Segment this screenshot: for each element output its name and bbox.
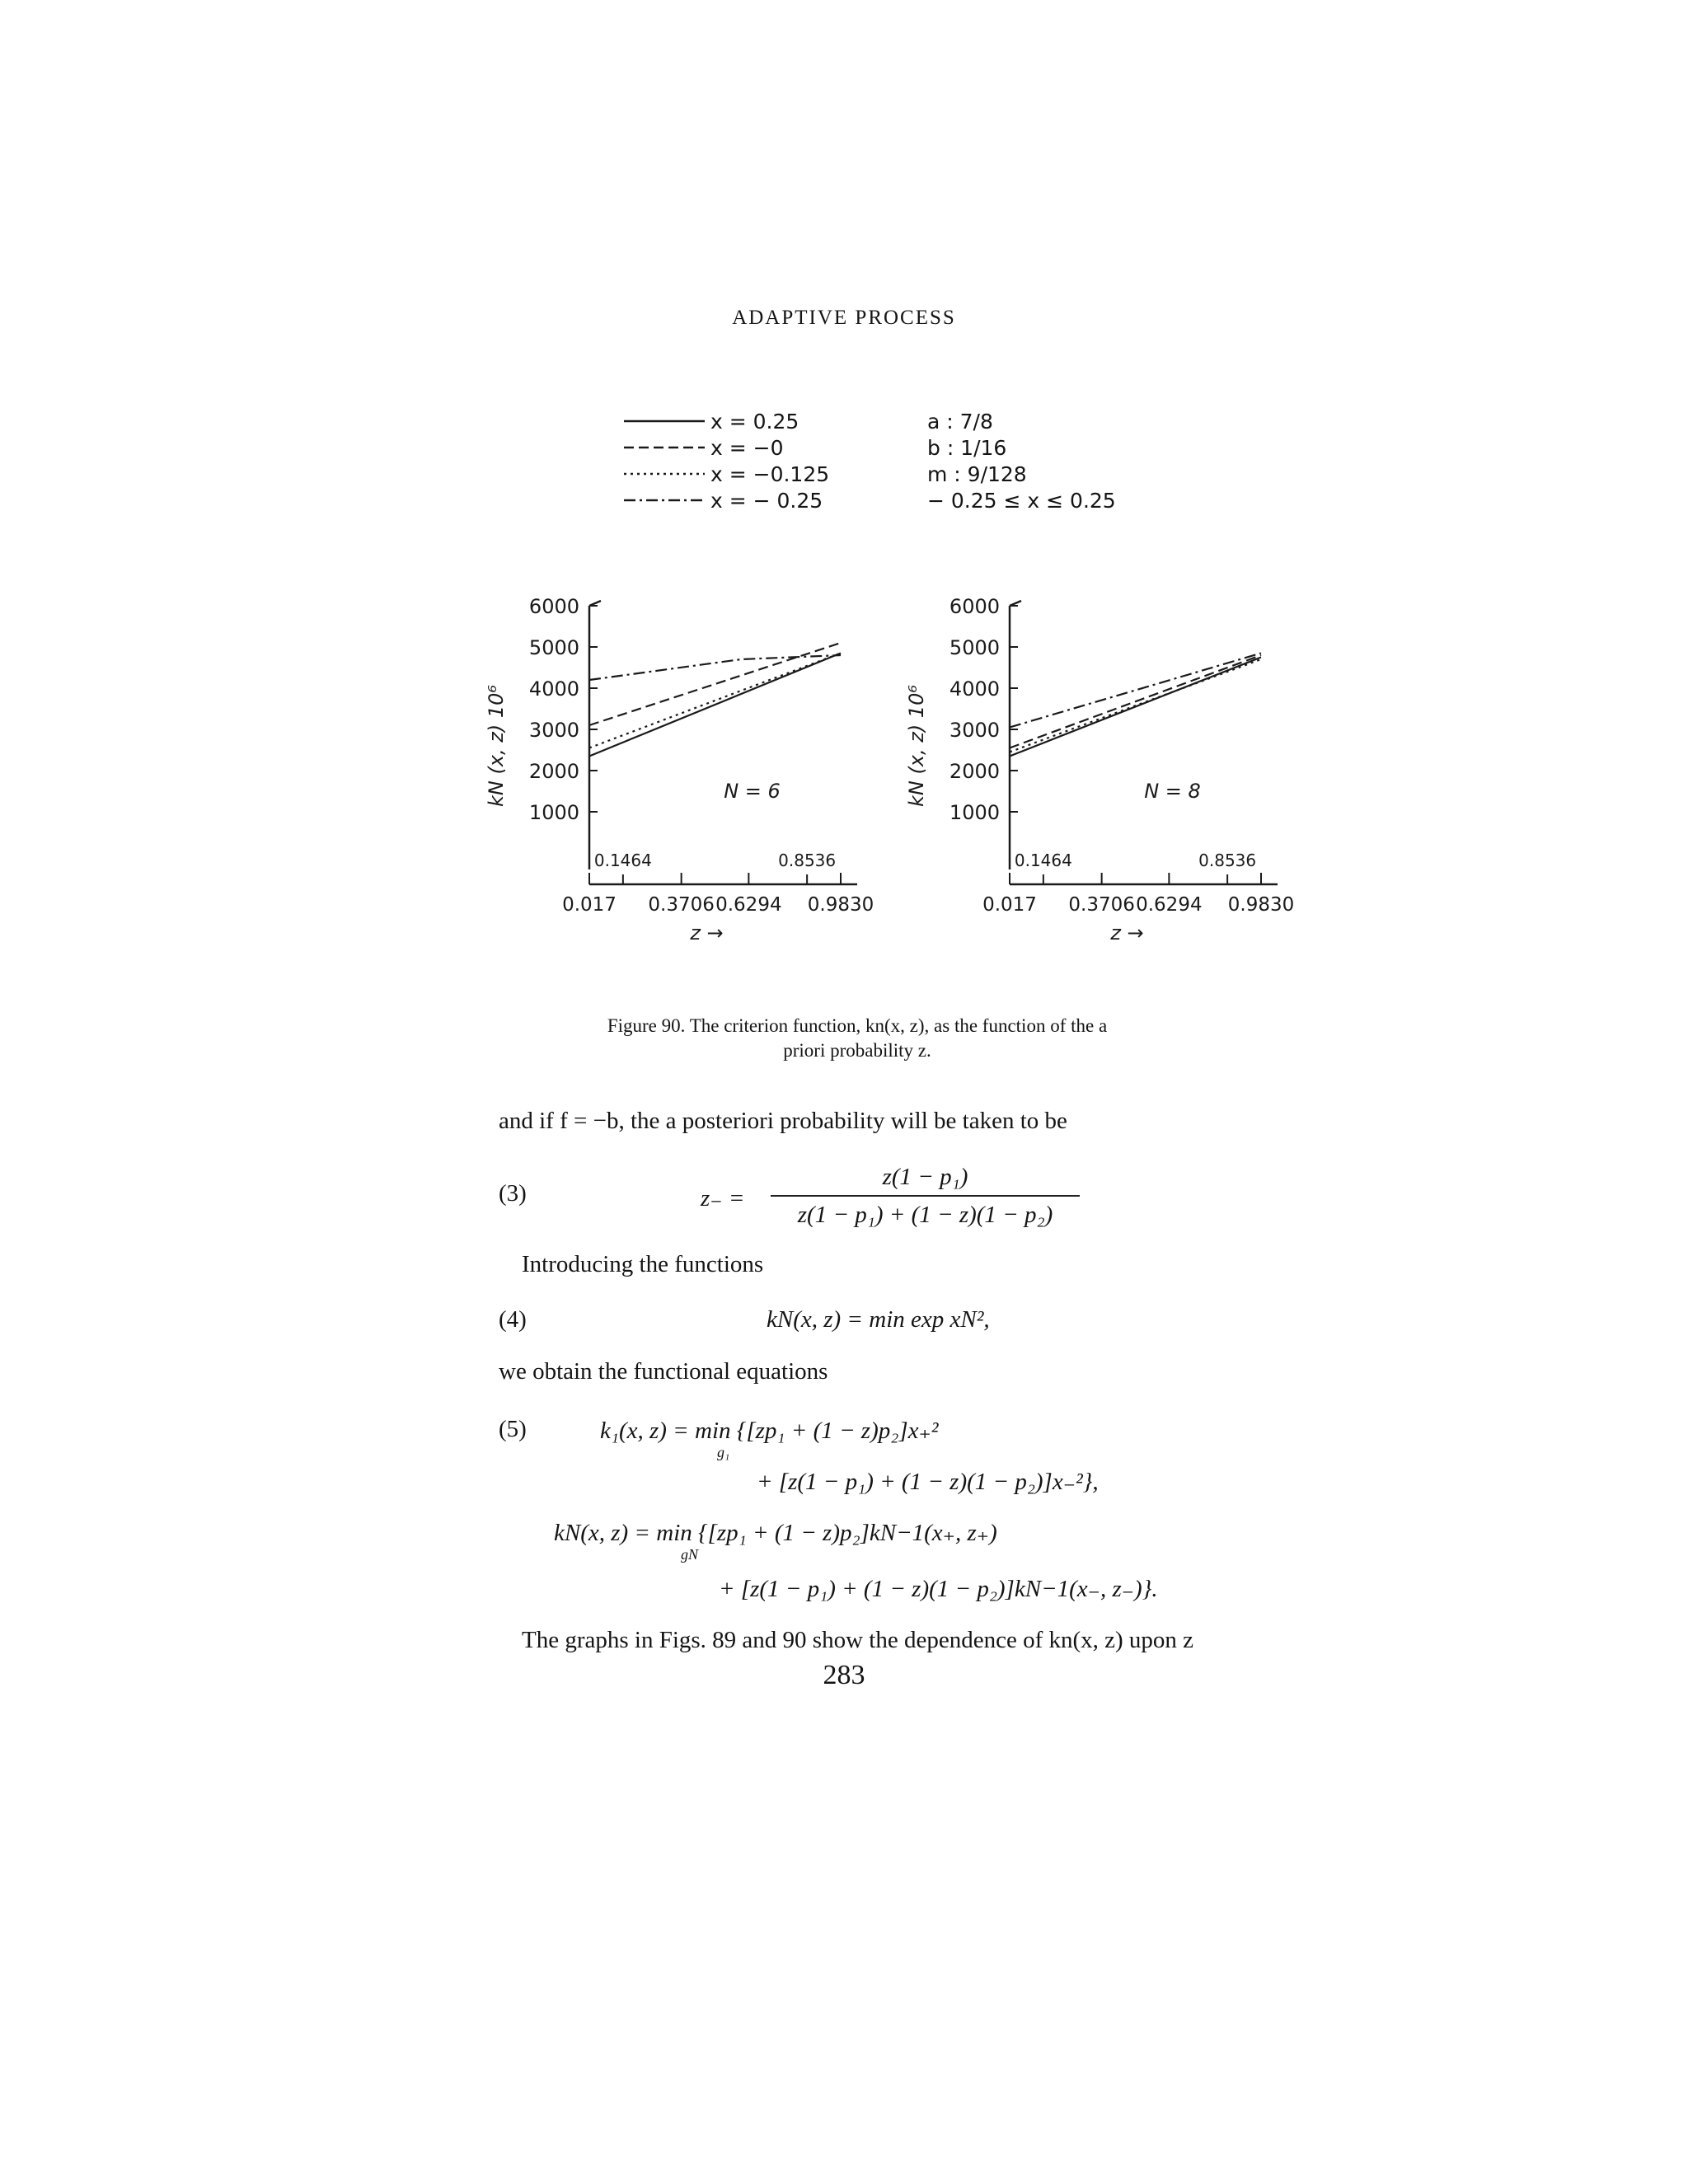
- eq3-denominator: z(1 − p₁) + (1 − z)(1 − p₂): [797, 1202, 1053, 1228]
- y-tick-label: 1000: [949, 801, 1000, 824]
- x-tick-label-top: 0.8536: [1198, 851, 1257, 870]
- y-tick-label: 4000: [949, 677, 1000, 701]
- paragraph-3: we obtain the functional equations: [499, 1358, 828, 1385]
- y-tick-label: 5000: [528, 636, 579, 659]
- running-head: ADAPTIVE PROCESS: [732, 307, 956, 329]
- eq5-number: (5): [499, 1416, 527, 1442]
- paragraph-2: Introducing the functions: [522, 1251, 764, 1277]
- series-line-dotted: [589, 654, 841, 748]
- y-tick-label: 4000: [528, 677, 579, 701]
- y-tick-label: 6000: [949, 595, 1000, 618]
- paragraph-1: and if f = −b, the a posteriori probability will be taken to be: [499, 1108, 1067, 1134]
- param-x-range: − 0.25 ≤ x ≤ 0.25: [927, 489, 1116, 513]
- x-axis-label: z →: [1110, 921, 1144, 944]
- eq5-min-sub-1: g₁: [717, 1444, 730, 1460]
- x-tick-label-bottom: 0.3706: [1068, 894, 1135, 916]
- eq3-numerator: z(1 − p₁): [882, 1164, 968, 1190]
- y-tick-label: 1000: [528, 801, 579, 824]
- caption-line-2: priori probability z.: [783, 1040, 931, 1061]
- param-a: a : 7/8: [927, 410, 993, 434]
- eq5-line-4: + [z(1 − p₁) + (1 − z)(1 − p₂)]kN−1(x₋, z₋)}.: [719, 1576, 1158, 1602]
- param-b: b : 1/16: [927, 436, 1007, 460]
- x-tick-label-bottom: 0.9830: [1227, 894, 1295, 916]
- eq5-min-sub-2: gN: [681, 1546, 699, 1563]
- series-line-dashed: [1010, 655, 1261, 748]
- eq3-fraction-bar: [771, 1195, 1080, 1197]
- eq5-line-3: kN(x, z) = min {[zp₁ + (1 − z)p₂]kN−1(x₊, z₊): [554, 1520, 997, 1546]
- series-line-dashed: [589, 643, 841, 725]
- caption-line-1: Figure 90. The criterion function, kn(x, z), as the function of the a: [607, 1015, 1108, 1036]
- y-tick-label: 3000: [949, 719, 1000, 742]
- eq3-number: (3): [499, 1180, 527, 1207]
- chart-annotation: N = 6: [724, 780, 781, 803]
- x-tick-label-top: 0.1464: [1014, 851, 1072, 870]
- chart-n6: [470, 585, 915, 972]
- x-axis-label: z →: [690, 921, 724, 944]
- legend-label-dotted: x = −0.125: [710, 462, 830, 486]
- x-tick-label-bottom: 0.3706: [648, 894, 715, 916]
- param-m: m : 9/128: [927, 462, 1027, 486]
- series-line-dotted: [1010, 659, 1261, 752]
- series-line-dashdot: [589, 655, 841, 680]
- y-tick-label: 2000: [528, 760, 579, 783]
- series-line-solid: [589, 654, 841, 757]
- eq5-line-2: + [z(1 − p₁) + (1 − z)(1 − p₂)]x₋²},: [757, 1469, 1099, 1495]
- eq4-number: (4): [499, 1306, 527, 1333]
- legend-label-solid: x = 0.25: [710, 410, 799, 434]
- chart-annotation: N = 8: [1144, 780, 1201, 803]
- series-line-solid: [1010, 658, 1261, 757]
- y-tick-label: 2000: [949, 760, 1000, 783]
- x-tick-label-top: 0.1464: [593, 851, 652, 870]
- y-tick-label: 3000: [528, 719, 579, 742]
- y-axis-label: kN (x, z) 10⁶: [905, 684, 928, 808]
- legend-label-dashed: x = −0: [710, 436, 784, 460]
- paragraph-4: The graphs in Figs. 89 and 90 show the dependence of kn(x, z) upon z: [522, 1627, 1194, 1653]
- figure-caption: [495, 1014, 1220, 1063]
- eq4: kN(x, z) = min exp xN²,: [767, 1306, 990, 1333]
- eq5-line-1: k₁(x, z) = min {[zp₁ + (1 − z)p₂]x₊²: [600, 1418, 939, 1444]
- series-line-dashdot: [1010, 654, 1261, 728]
- legend-line-samples: [622, 408, 709, 515]
- chart-n8: [890, 585, 1335, 972]
- x-tick-label-top: 0.8536: [778, 851, 837, 870]
- legend-label-dashdot: x = − 0.25: [710, 489, 823, 513]
- eq3-lhs: z₋ =: [701, 1185, 745, 1212]
- y-axis-label: kN (x, z) 10⁶: [485, 684, 508, 808]
- x-tick-label-bottom: 0.9830: [807, 894, 874, 916]
- x-tick-label-bottom: 0.017: [982, 894, 1037, 916]
- y-tick-label: 6000: [528, 595, 579, 618]
- x-tick-label-bottom: 0.6294: [1136, 894, 1203, 916]
- y-tick-label: 5000: [949, 636, 1000, 659]
- x-tick-label-bottom: 0.017: [562, 894, 617, 916]
- page-number: 283: [823, 1660, 865, 1690]
- x-tick-label-bottom: 0.6294: [715, 894, 782, 916]
